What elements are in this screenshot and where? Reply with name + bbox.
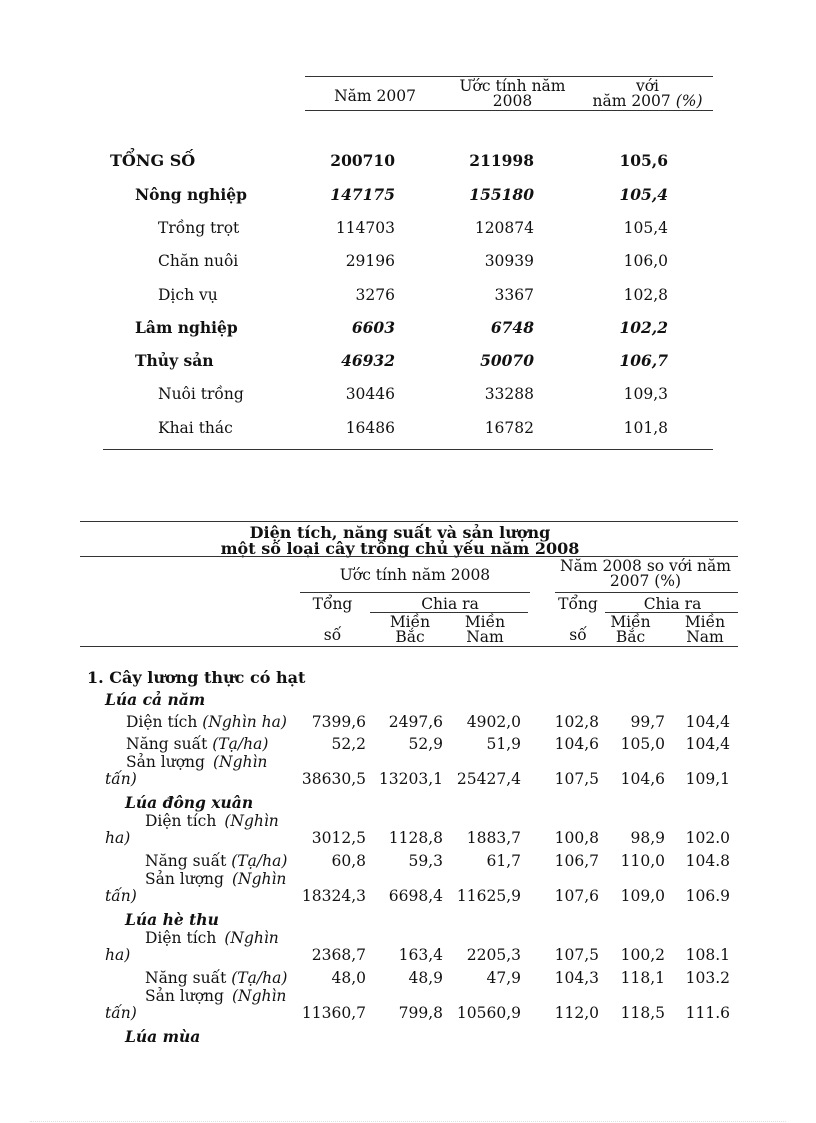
value-pct: 102,8 xyxy=(623,286,668,304)
metric-label xyxy=(145,870,286,889)
crop-metric-row xyxy=(0,929,816,967)
table-2-header-bottom-rule xyxy=(80,646,738,647)
metric-unit-a: (Nghìn xyxy=(224,812,279,830)
metric-unit-b: ha) xyxy=(105,946,131,964)
metric-unit-a: (Nghìn xyxy=(231,987,287,1005)
value-p_nam: 102.0 xyxy=(685,829,730,847)
value-pct: 105,4 xyxy=(623,219,668,237)
row-label: Thủy sản xyxy=(135,351,214,370)
table-2-top-rule xyxy=(80,521,738,522)
col-mien-nam-label: Miền Nam xyxy=(464,613,506,646)
row-label: TỔNG SỐ xyxy=(110,151,196,170)
value-bac: 13203,1 xyxy=(378,770,443,788)
metric-label xyxy=(145,987,286,1006)
value-2008: 16782 xyxy=(484,419,534,437)
row-label: Chăn nuôi xyxy=(158,252,239,270)
row-label: Nuôi trồng xyxy=(158,385,244,403)
value-bac: 52,9 xyxy=(408,735,443,753)
col-tong-label: Tổng xyxy=(312,595,353,613)
col-chia-ra-label: Chia ra xyxy=(421,595,479,613)
col-mien-bac-label: Miền Bắc xyxy=(389,613,431,646)
table-1-row xyxy=(0,185,816,205)
value-bac: 59,3 xyxy=(408,852,443,870)
value-p_bac: 98,9 xyxy=(630,829,665,847)
value-p_bac: 100,2 xyxy=(620,946,665,964)
value-p_tong: 107,5 xyxy=(554,770,599,788)
crop-group-name: Lúa đông xuân xyxy=(125,793,254,812)
value-p_bac: 118,1 xyxy=(620,969,665,987)
crop-metric-row xyxy=(0,969,816,988)
value-p_nam: 111.6 xyxy=(685,1004,730,1022)
value-p_nam: 106.9 xyxy=(685,887,730,905)
metric-unit: (Nghìn ha) xyxy=(202,713,287,731)
metric-label xyxy=(126,753,267,772)
crop-group-heading xyxy=(0,910,816,929)
value-nam: 4902,0 xyxy=(466,713,521,731)
value-pct: 106,0 xyxy=(623,252,668,270)
value-tong: 11360,7 xyxy=(301,1004,366,1022)
crop-metric-row xyxy=(0,987,816,1025)
value-2008: 33288 xyxy=(484,385,534,403)
value-2007: 30446 xyxy=(345,385,395,403)
metric-label xyxy=(126,713,287,732)
value-bac: 48,9 xyxy=(408,969,443,987)
value-nam: 10560,9 xyxy=(456,1004,521,1022)
value-p_bac: 118,5 xyxy=(620,1004,665,1022)
metric-unit-b: tấn) xyxy=(105,770,137,788)
header-pct-2008-2007: Năm 2008 so với năm 2007 (%) xyxy=(560,557,731,590)
col-mien-bac-pct-label: Miền Bắc xyxy=(610,613,651,646)
value-p_tong: 107,6 xyxy=(554,887,599,905)
metric-name: Năng suất xyxy=(145,969,227,987)
value-tong: 38630,5 xyxy=(301,770,366,788)
row-label: Lâm nghiệp xyxy=(135,318,238,337)
value-p_tong: 106,7 xyxy=(554,852,599,870)
value-nam: 51,9 xyxy=(486,735,521,753)
metric-name: Sản lượng xyxy=(145,870,224,888)
table-1-row xyxy=(0,318,816,338)
value-pct: 105,6 xyxy=(619,151,668,170)
value-2007: 6603 xyxy=(351,318,395,337)
value-2007: 16486 xyxy=(345,419,395,437)
table-1-row xyxy=(0,151,816,171)
table-2-title-line2: một số loại cây trồng chủ yếu năm 2008 xyxy=(220,539,580,558)
value-p_nam: 104,4 xyxy=(685,735,730,753)
value-2008: 211998 xyxy=(469,151,534,170)
metric-name: Diện tích xyxy=(145,812,217,830)
value-nam: 25427,4 xyxy=(456,770,521,788)
value-bac: 163,4 xyxy=(398,946,443,964)
table-1-row xyxy=(0,418,816,438)
value-tong: 7399,6 xyxy=(311,713,366,731)
crop-metric-row xyxy=(0,812,816,850)
col-mien-nam-pct-label: Miền Nam xyxy=(684,613,726,646)
value-2007: 114703 xyxy=(335,219,395,237)
value-p_tong: 102,8 xyxy=(554,713,599,731)
col-chia-ra-pct-label: Chia ra xyxy=(643,595,702,613)
value-p_bac: 110,0 xyxy=(620,852,665,870)
row-label: Nông nghiệp xyxy=(135,185,247,204)
value-tong: 3012,5 xyxy=(311,829,366,847)
metric-unit-a: (Nghìn xyxy=(231,870,287,888)
value-p_nam: 108.1 xyxy=(685,946,730,964)
value-tong: 48,0 xyxy=(331,969,366,987)
table-1-row xyxy=(0,285,816,305)
crop-group-heading xyxy=(0,793,816,812)
metric-unit-b: tấn) xyxy=(105,887,137,905)
header-pct-line1: với xyxy=(635,77,660,95)
value-pct: 101,8 xyxy=(623,419,668,437)
value-nam: 47,9 xyxy=(486,969,521,987)
metric-name: Sản lượng xyxy=(126,753,205,771)
crop-group-name: Lúa cả năm xyxy=(105,690,206,709)
crop-metric-row xyxy=(0,852,816,871)
pct-group-rule xyxy=(555,592,738,593)
table-2-title-line1: Diện tích, năng suất và sản lượng xyxy=(249,523,551,542)
value-2008: 6748 xyxy=(490,318,534,337)
value-tong: 2368,7 xyxy=(311,946,366,964)
col-tong-pct-label: Tổng xyxy=(558,595,598,613)
value-nam: 11625,9 xyxy=(456,887,521,905)
value-bac: 799,8 xyxy=(398,1004,443,1022)
row-label: Dịch vụ xyxy=(158,286,218,304)
header-nam-2007: Năm 2007 xyxy=(334,87,416,105)
value-pct: 106,7 xyxy=(619,351,668,370)
metric-unit: (Tạ/ha) xyxy=(212,735,269,753)
value-p_tong: 104,3 xyxy=(554,969,599,987)
value-bac: 6698,4 xyxy=(388,887,443,905)
value-2007: 200710 xyxy=(330,151,395,170)
table-1-row xyxy=(0,384,816,404)
metric-label xyxy=(126,735,268,754)
value-p_nam: 109,1 xyxy=(685,770,730,788)
value-p_tong: 112,0 xyxy=(554,1004,599,1022)
header-pct-line2: năm 2007 (%) xyxy=(592,92,703,110)
row-label: Khai thác xyxy=(158,419,233,437)
col-so-label: số xyxy=(323,626,342,644)
value-2008: 155180 xyxy=(469,185,534,204)
header-uoc-tinh-2008: Ước tính năm 2008 xyxy=(459,77,566,110)
col-so-pct-label: số xyxy=(569,626,587,644)
table-1-header-rule xyxy=(305,110,713,111)
value-tong: 60,8 xyxy=(331,852,366,870)
metric-label xyxy=(145,852,287,871)
table-1-row xyxy=(0,218,816,238)
crop-group-name: Lúa mùa xyxy=(125,1027,201,1046)
page-bottom-border xyxy=(30,1121,786,1122)
value-2007: 147175 xyxy=(330,185,395,204)
value-p_bac: 105,0 xyxy=(620,735,665,753)
metric-unit: (Tạ/ha) xyxy=(231,969,288,987)
metric-name: Diện tích xyxy=(126,713,198,731)
value-tong: 18324,3 xyxy=(301,887,366,905)
value-pct: 105,4 xyxy=(619,185,668,204)
value-bac: 1128,8 xyxy=(388,829,443,847)
value-bac: 2497,6 xyxy=(388,713,443,731)
value-pct: 109,3 xyxy=(623,385,668,403)
value-p_tong: 107,5 xyxy=(554,946,599,964)
crop-metric-row xyxy=(0,753,816,791)
value-2008: 3367 xyxy=(494,286,534,304)
value-p_bac: 109,0 xyxy=(620,887,665,905)
table-1-row xyxy=(0,251,816,271)
crop-group-heading xyxy=(0,1027,816,1046)
estimate-group-rule xyxy=(300,592,530,593)
metric-unit-a: (Nghìn xyxy=(212,753,268,771)
value-p_nam: 104,4 xyxy=(685,713,730,731)
metric-name: Diện tích xyxy=(145,929,217,947)
value-pct: 102,2 xyxy=(619,318,668,337)
table-1-bottom-rule xyxy=(103,449,713,450)
value-nam: 2205,3 xyxy=(466,946,521,964)
metric-label xyxy=(145,969,287,988)
metric-unit-b: tấn) xyxy=(105,1004,137,1022)
metric-name: Năng suất xyxy=(126,735,208,753)
value-nam: 1883,7 xyxy=(466,829,521,847)
value-p_tong: 100,8 xyxy=(554,829,599,847)
metric-unit-b: ha) xyxy=(105,829,131,847)
value-2007: 29196 xyxy=(345,252,395,270)
value-p_bac: 104,6 xyxy=(620,770,665,788)
crop-metric-row xyxy=(0,870,816,908)
value-p_nam: 103.2 xyxy=(685,969,730,987)
metric-unit-a: (Nghìn xyxy=(224,929,279,947)
value-p_bac: 99,7 xyxy=(630,713,665,731)
crop-metric-row xyxy=(0,713,816,732)
value-2007: 46932 xyxy=(341,351,395,370)
crop-group-heading xyxy=(0,690,816,709)
crop-group-name: Lúa hè thu xyxy=(125,910,219,929)
value-2007: 3276 xyxy=(355,286,395,304)
value-nam: 61,7 xyxy=(486,852,521,870)
table-1-row xyxy=(0,351,816,371)
value-p_nam: 104.8 xyxy=(685,852,730,870)
crop-metric-row xyxy=(0,735,816,754)
value-p_tong: 104,6 xyxy=(554,735,599,753)
value-tong: 52,2 xyxy=(331,735,366,753)
metric-name: Năng suất xyxy=(145,852,227,870)
header-uoc-tinh: Ước tính năm 2008 xyxy=(339,566,491,584)
row-label: Trồng trọt xyxy=(158,219,240,237)
value-2008: 50070 xyxy=(480,351,534,370)
value-2008: 30939 xyxy=(484,252,534,270)
value-2008: 120874 xyxy=(474,219,534,237)
metric-unit: (Tạ/ha) xyxy=(231,852,288,870)
metric-label xyxy=(145,929,279,948)
metric-name: Sản lượng xyxy=(145,987,224,1005)
section-cay-luong-thuc: 1. Cây lương thực có hạt xyxy=(87,668,306,687)
metric-label xyxy=(145,812,279,831)
